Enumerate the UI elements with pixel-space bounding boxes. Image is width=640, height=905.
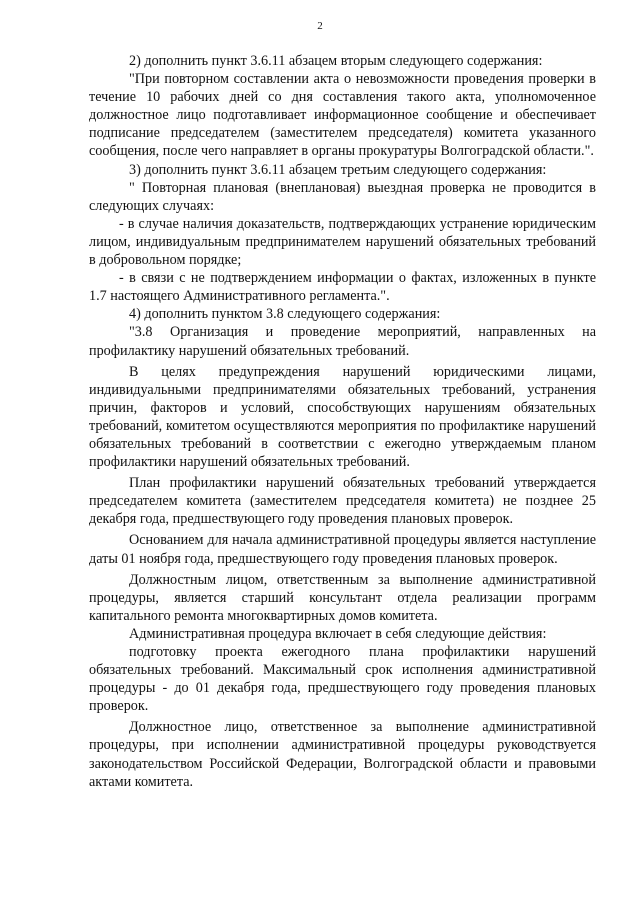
paragraph-legal-basis: Должностное лицо, ответственное за выполнение административной процедуры, при исполнении административной процедуры руководствуется законодательством Российской Федерации, Волгоградской области и правовыми актами комитета. [89, 719, 596, 790]
list-item-non-confirmation: - в связи с не подтверждением информации о фактах, изложенных в пункте 1.7 настоящего Административного регламента.". [89, 270, 596, 305]
paragraph-plan-approval: План профилактики нарушений обязательных требований утверждается председателем комитета (заместителем председателя комитета) не позднее 25 декабря года, предшествующего году проведения плановых проверок. [89, 475, 596, 528]
paragraph-prevention-goals: В целях предупреждения нарушений юридическими лицами, индивидуальными предпринимателями обязательных требований, устранения причин, факторов и условий, способствующих нарушениям обязательных требований, комитетом осуществляются мероприятия по профилактике нарушений обязательных требований в соответствии с ежегодно утверждаемым планом профилактики нарушений обязательных требований. [89, 363, 596, 471]
paragraph-procedure-actions: Административная процедура включает в себя следующие действия: [129, 625, 547, 642]
paragraph-section-3-8-title: "3.8 Организация и проведение мероприятий, направленных на профилактику нарушений обязательных требований. [89, 324, 596, 359]
paragraph-amendment-2-text: "При повторном составлении акта о невозможности проведения проверки в течение 10 рабочих дней со дня составления такого акта, уполномоченное должностное лицо подготавливает информационное сообщение и обеспечивает подписание председателем (заместителем председателя) комитета указанного сообщения, после чего направляет в органы прокуратуры Волгоградской области.". [89, 71, 596, 160]
list-item-evidence: - в случае наличия доказательств, подтверждающих устранение юридическим лицом, индивидуальным предпринимателем нарушений обязательных требований в добровольном порядке; [89, 215, 596, 269]
paragraph-amendment-2: 2) дополнить пункт 3.6.11 абзацем вторым следующего содержания: [129, 53, 543, 69]
paragraph-amendment-3-text: " Повторная плановая (внеплановая) выездная проверка не проводится в следующих случаях: [89, 179, 596, 214]
paragraph-amendment-3: 3) дополнить пункт 3.6.11 абзацем третьим следующего содержания: [129, 161, 547, 178]
page-number: 2 [317, 20, 323, 32]
paragraph-procedure-basis: Основанием для начала административной процедуры является наступление даты 01 ноября года, предшествующего году проведения плановых проверок. [89, 532, 596, 567]
paragraph-plan-preparation: подготовку проекта ежегодного плана профилактики нарушений обязательных требований. Максимальный срок исполнения административной процедуры - до 01 декабря года, предшествующего году проведения плановых проверок. [89, 644, 596, 715]
paragraph-responsible-official: Должностным лицом, ответственным за выполнение административной процедуры, является старший консультант отдела реализации программ капитального ремонта многоквартирных домов комитета. [89, 571, 596, 624]
paragraph-amendment-4: 4) дополнить пунктом 3.8 следующего содержания: [129, 306, 441, 323]
document-body [89, 52, 596, 791]
